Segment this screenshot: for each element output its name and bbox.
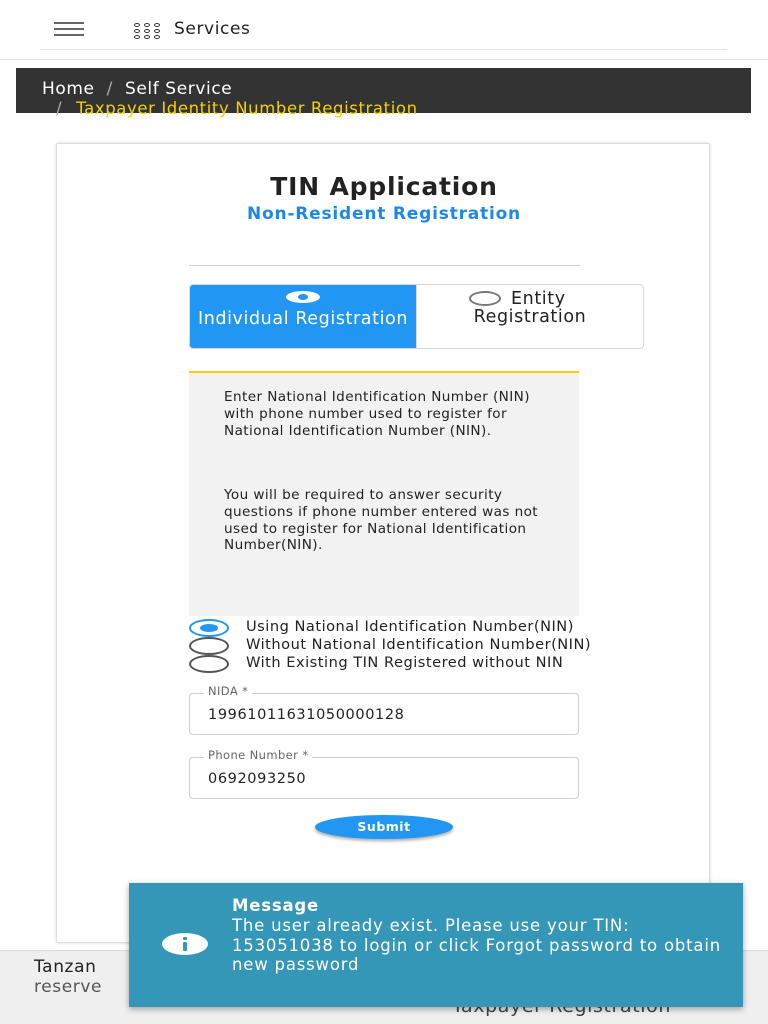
registration-type-toggle — [189, 284, 644, 349]
phone-number-field[interactable] — [189, 748, 579, 799]
individual-registration-label: Individual Registration — [197, 309, 409, 329]
breadcrumb-home-link[interactable]: Home — [42, 79, 95, 99]
entity-registration-option[interactable] — [416, 285, 643, 348]
info-icon — [162, 933, 208, 955]
breadcrumb-divider — [40, 49, 727, 50]
instructions-paragraph-2: You will be required to answer security questions if phone number entered was not used to register for National Identification Number(NIN). — [224, 487, 539, 554]
services-menu-link[interactable]: Services — [174, 19, 251, 39]
option-label: With Existing TIN Registered without NIN — [246, 654, 564, 671]
option-label: Without National Identification Number(NIN) — [246, 636, 592, 653]
entity-radio-icon — [469, 291, 501, 306]
breadcrumb-current: Taxpayer Identity Number Registration — [76, 99, 418, 118]
top-navbar — [0, 0, 768, 60]
title-divider — [189, 265, 580, 266]
individual-registration-option[interactable] — [190, 285, 416, 348]
phone-number-field-value[interactable]: 0692093250 — [208, 771, 307, 787]
breadcrumb-line-1 — [42, 79, 232, 99]
individual-radio-icon — [286, 291, 320, 303]
nida-field-label: NIDA * — [204, 684, 252, 698]
radio-icon[interactable] — [189, 655, 229, 673]
instructions-box — [189, 371, 579, 616]
page-title: TIN Application — [270, 172, 498, 201]
option-label: Using National Identification Number(NIN) — [246, 618, 574, 635]
entity-registration-label: Entity — [511, 289, 566, 309]
phone-number-field-label: Phone Number * — [204, 748, 312, 762]
footer-copyright-text: Tanzan — [34, 957, 97, 977]
breadcrumb-separator: / — [56, 99, 63, 118]
toast-title: Message — [232, 896, 319, 915]
radio-icon[interactable] — [189, 637, 229, 655]
breadcrumb — [16, 68, 751, 118]
nida-field[interactable] — [189, 684, 579, 735]
submit-button[interactable]: Submit — [315, 815, 453, 839]
services-grid-icon[interactable] — [134, 23, 164, 39]
entity-registration-label-line2: Registration — [473, 307, 587, 327]
menu-icon[interactable] — [54, 22, 84, 38]
radio-selected-icon[interactable] — [189, 619, 229, 637]
toast-message: The user already exist. Please use your TIN: 153051038 to login or click Forgot password to obtain new password — [232, 916, 721, 975]
breadcrumb-separator: / — [106, 79, 113, 99]
footer-rights-text: reserve — [34, 977, 103, 997]
nida-field-value[interactable]: 19961011631050000128 — [208, 707, 405, 723]
message-toast[interactable] — [129, 883, 743, 1007]
instructions-paragraph-1: Enter National Identification Number (NIN) with phone number used to register for National Identification Number (NIN). — [224, 389, 530, 439]
breadcrumb-self-service-link[interactable]: Self Service — [124, 79, 233, 99]
page-subtitle: Non-Resident Registration — [247, 204, 521, 224]
breadcrumb-line-2 — [56, 99, 418, 118]
